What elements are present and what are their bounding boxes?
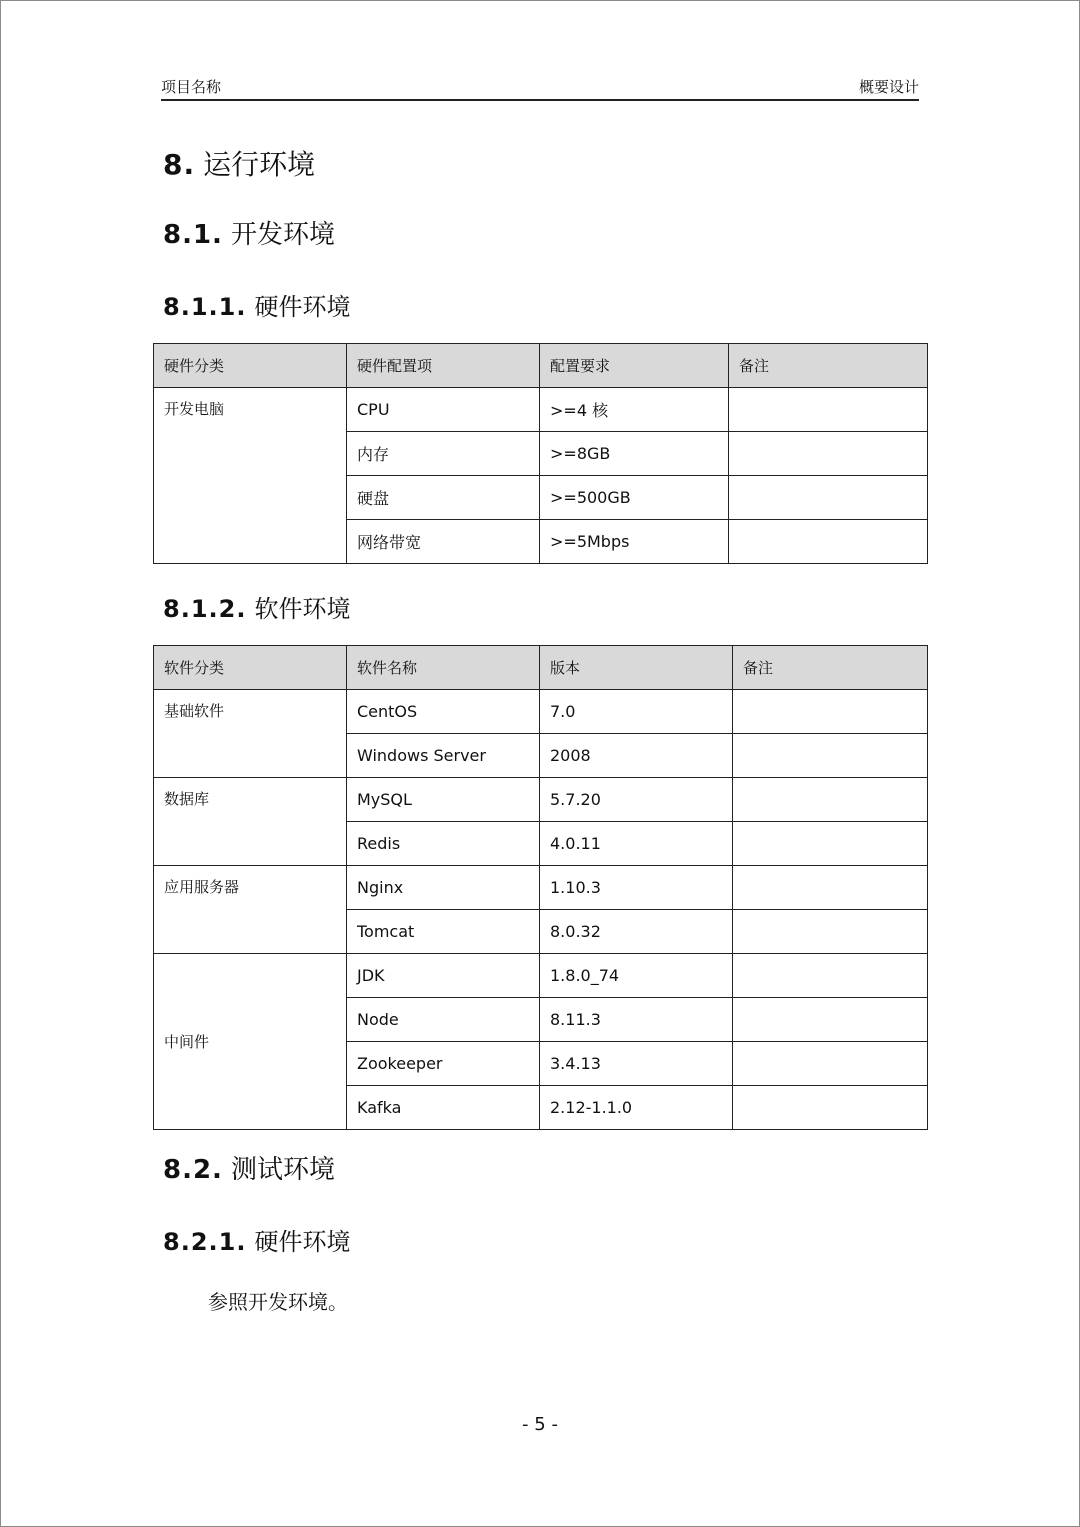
software-table (153, 645, 928, 1130)
body-paragraph: 参照开发环境。 (208, 1290, 348, 1314)
category-cell: 应用服务器 (154, 866, 347, 954)
software-name-cell: MySQL (347, 778, 540, 822)
version-cell: 1.8.0_74 (540, 954, 733, 998)
heading-8-2-1-title: 硬件环境 (254, 1228, 351, 1256)
note-cell (733, 1086, 928, 1130)
note-cell (733, 998, 928, 1042)
item-cell: CPU (347, 388, 540, 432)
column-header: 配置要求 (540, 344, 729, 388)
heading-8-2-1-number: 8.2.1. (163, 1228, 247, 1256)
column-header: 备注 (733, 646, 928, 690)
note-cell (733, 954, 928, 998)
heading-8-1-2-title: 软件环境 (254, 595, 351, 623)
heading-8-1-1-title: 硬件环境 (254, 293, 351, 321)
table-row (154, 388, 928, 432)
hardware-table (153, 343, 928, 564)
software-name-cell: Windows Server (347, 734, 540, 778)
note-cell (729, 432, 928, 476)
software-name-cell: Nginx (347, 866, 540, 910)
column-header: 备注 (729, 344, 928, 388)
category-cell: 中间件 (154, 954, 347, 1130)
software-name-cell: Kafka (347, 1086, 540, 1130)
heading-8 (163, 143, 315, 183)
header-doc-type: 概要设计 (858, 78, 919, 96)
note-cell (729, 476, 928, 520)
heading-8-title: 运行环境 (203, 148, 316, 181)
table-header-row (154, 646, 928, 690)
column-header: 硬件配置项 (347, 344, 540, 388)
table-row (154, 778, 928, 822)
heading-8-1-2 (163, 589, 350, 624)
item-cell: 内存 (347, 432, 540, 476)
note-cell (733, 910, 928, 954)
heading-8-1-1-number: 8.1.1. (163, 293, 247, 321)
requirement-cell: >=5Mbps (540, 520, 729, 564)
note-cell (733, 690, 928, 734)
requirement-cell: >=500GB (540, 476, 729, 520)
version-cell: 1.10.3 (540, 866, 733, 910)
software-name-cell: Node (347, 998, 540, 1042)
version-cell: 7.0 (540, 690, 733, 734)
table-header-row (154, 344, 928, 388)
version-cell: 3.4.13 (540, 1042, 733, 1086)
page-header (161, 76, 919, 101)
note-cell (733, 778, 928, 822)
page-number: - 5 - (522, 1414, 558, 1435)
note-cell (729, 388, 928, 432)
requirement-cell: >=8GB (540, 432, 729, 476)
version-cell: 5.7.20 (540, 778, 733, 822)
column-header: 版本 (540, 646, 733, 690)
note-cell (733, 734, 928, 778)
heading-8-2-title: 测试环境 (230, 1155, 335, 1185)
requirement-cell: >=4 核 (540, 388, 729, 432)
note-cell (733, 866, 928, 910)
heading-8-2-1 (163, 1222, 350, 1257)
category-cell: 开发电脑 (154, 388, 347, 564)
software-name-cell: CentOS (347, 690, 540, 734)
heading-8-1 (163, 214, 335, 251)
heading-8-1-2-number: 8.1.2. (163, 595, 247, 623)
version-cell: 8.11.3 (540, 998, 733, 1042)
column-header: 硬件分类 (154, 344, 347, 388)
note-cell (729, 520, 928, 564)
category-cell: 数据库 (154, 778, 347, 866)
header-project-name: 项目名称 (161, 78, 222, 96)
note-cell (733, 822, 928, 866)
heading-8-1-1 (163, 287, 350, 322)
software-name-cell: Zookeeper (347, 1042, 540, 1086)
table-row (154, 954, 928, 998)
heading-8-1-title: 开发环境 (230, 220, 335, 250)
software-name-cell: JDK (347, 954, 540, 998)
column-header: 软件名称 (347, 646, 540, 690)
column-header: 软件分类 (154, 646, 347, 690)
heading-8-number: 8. (163, 148, 196, 181)
table-row (154, 690, 928, 734)
version-cell: 2008 (540, 734, 733, 778)
table-row (154, 866, 928, 910)
category-cell: 基础软件 (154, 690, 347, 778)
heading-8-1-number: 8.1. (163, 220, 223, 250)
version-cell: 8.0.32 (540, 910, 733, 954)
item-cell: 网络带宽 (347, 520, 540, 564)
heading-8-2-number: 8.2. (163, 1155, 223, 1185)
version-cell: 2.12-1.1.0 (540, 1086, 733, 1130)
item-cell: 硬盘 (347, 476, 540, 520)
heading-8-2 (163, 1149, 335, 1186)
note-cell (733, 1042, 928, 1086)
version-cell: 4.0.11 (540, 822, 733, 866)
software-name-cell: Tomcat (347, 910, 540, 954)
software-name-cell: Redis (347, 822, 540, 866)
